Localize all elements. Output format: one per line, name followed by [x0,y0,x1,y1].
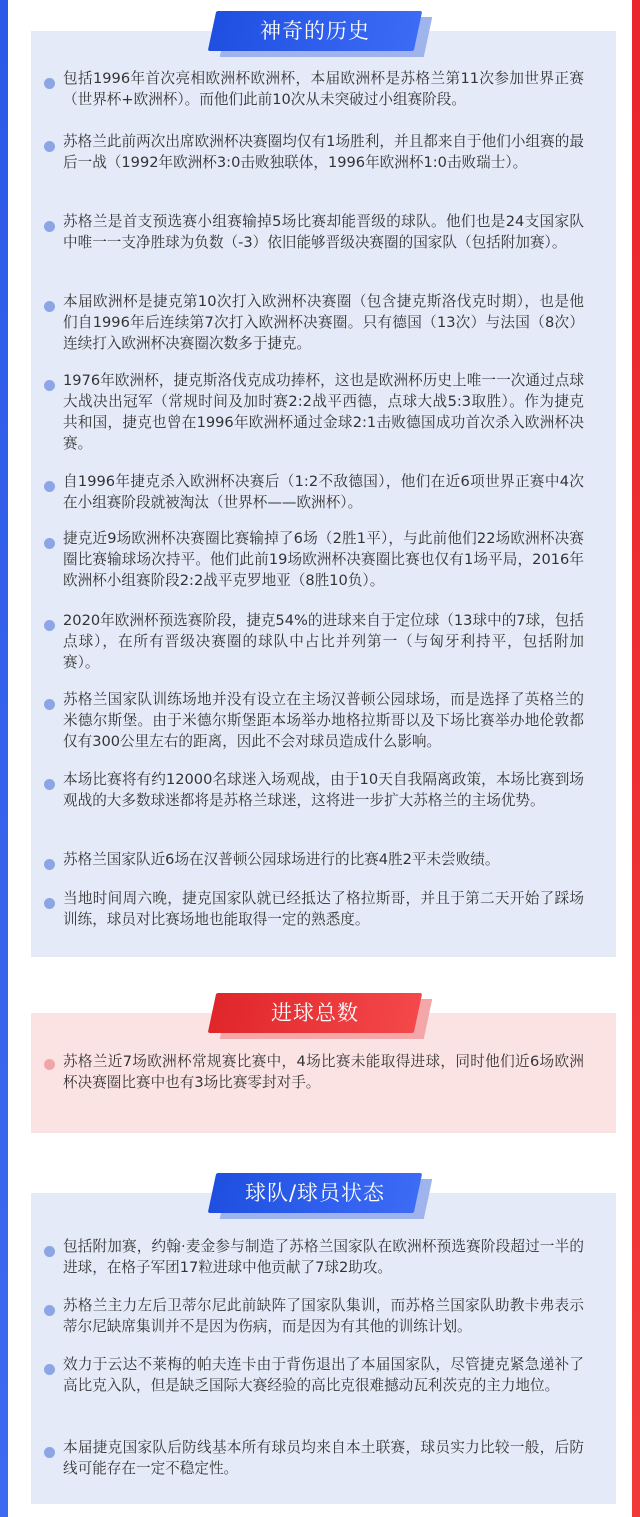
list-item: 2020年欧洲杯预选赛阶段，捷克54%的进球来自于定位球（13球中的7球，包括点球），在所有晋级决赛圈的球队中占比并列第一（与匈牙利持平，包括附加赛）。 [44,610,584,673]
bullet-icon [44,1305,55,1316]
bullet-icon [44,301,55,312]
list-item: 苏格兰主力左后卫蒂尔尼此前缺阵了国家队集训，而苏格兰国家队助教卡弗表示蒂尔尼缺席集训并不是因为伤病，而是因为有其他的训练计划。 [44,1295,584,1337]
team-status-section-title: 球队/球员状态 [212,1173,418,1213]
right-edge-stripe [632,0,640,1517]
bullet-icon [44,481,55,492]
list-item: 本届欧洲杯是捷克第10次打入欧洲杯决赛圈（包含捷克斯洛伐克时期），也是他们自1996年后连续第7次打入欧洲杯决赛圈。只有德国（13次）与法国（8次）连续打入欧洲杯决赛圈次数多于捷克。 [44,291,584,354]
list-item: 苏格兰此前两次出席欧洲杯决赛圈均仅有1场胜利，并且都来自于他们小组赛的最后一战（1992年欧洲杯3:0击败独联体，1996年欧洲杯1:0击败瑞士）。 [44,131,584,173]
bullet-icon [44,1059,55,1070]
bullet-icon [44,620,55,631]
list-item: 包括附加赛，约翰·麦金参与制造了苏格兰国家队在欧洲杯预选赛阶段超过一半的进球，在格子军团17粒进球中他贡献了7球2助攻。 [44,1236,584,1278]
list-item: 本场比赛将有约12000名球迷入场观战，由于10天自我隔离政策，本场比赛到场观战的大多数球迷都将是苏格兰球迷，这将进一步扩大苏格兰的主场优势。 [44,769,584,811]
bullet-icon [44,1364,55,1375]
bullet-icon [44,699,55,710]
bullet-icon [44,1246,55,1257]
bullet-icon [44,898,55,909]
list-item: 苏格兰国家队近6场在汉普顿公园球场进行的比赛4胜2平未尝败绩。 [44,849,584,870]
list-item: 苏格兰近7场欧洲杯常规赛比赛中，4场比赛未能取得进球，同时他们近6场欧洲杯决赛圈比赛中也有3场比赛零封对手。 [44,1051,584,1093]
bullet-icon [44,859,55,870]
left-edge-stripe [0,0,8,1517]
list-item: 包括1996年首次亮相欧洲杯欧洲杯，本届欧洲杯是苏格兰第11次参加世界正赛（世界杯+欧洲杯）。而他们此前10次从未突破过小组赛阶段。 [44,68,584,110]
list-item: 苏格兰国家队训练场地并没有设立在主场汉普顿公园球场，而是选择了英格兰的米德尔斯堡。由于米德尔斯堡距本场举办地格拉斯哥以及下场比赛举办地伦敦都仅有300公里左右的距离，因此不会对球员造成什么影响。 [44,689,584,752]
history-section-title: 神奇的历史 [212,11,418,51]
bullet-icon [44,78,55,89]
bullet-icon [44,141,55,152]
list-item: 自1996年捷克杀入欧洲杯决赛后（1:2不敌德国），他们在近6项世界正赛中4次在小组赛阶段就被淘汰（世界杯——欧洲杯）。 [44,471,584,513]
list-item: 当地时间周六晚，捷克国家队就已经抵达了格拉斯哥，并且于第二天开始了踩场训练，球员对比赛场地也能取得一定的熟悉度。 [44,888,584,930]
list-item: 1976年欧洲杯，捷克斯洛伐克成功捧杯，这也是欧洲杯历史上唯一一次通过点球大战决出冠军（常规时间及加时赛2:2战平西德，点球大战5:3取胜）。作为捷克共和国，捷克也曾在1996年欧洲杯通过金球2:1击败德国成功首次杀入欧洲杯决赛。 [44,370,584,454]
bullet-icon [44,221,55,232]
list-item: 苏格兰是首支预选赛小组赛输掉5场比赛却能晋级的球队。他们也是24支国家队中唯一一支净胜球为负数（-3）依旧能够晋级决赛圈的国家队（包括附加赛）。 [44,211,584,253]
list-item: 本届捷克国家队后防线基本所有球员均来自本土联赛，球员实力比较一般，后防线可能存在一定不稳定性。 [44,1437,584,1479]
list-item: 效力于云达不莱梅的帕夫连卡由于背伤退出了本届国家队，尽管捷克紧急递补了高比克入队，但是缺乏国际大赛经验的高比克很难撼动瓦利茨克的主力地位。 [44,1354,584,1396]
list-item: 捷克近9场欧洲杯决赛圈比赛输掉了6场（2胜1平），与此前他们22场欧洲杯决赛圈比赛输球场次持平。他们此前19场欧洲杯决赛圈比赛也仅有1场平局，2016年欧洲杯小组赛阶段2:2战平克罗地亚（8胜10负）。 [44,528,584,591]
bullet-icon [44,1447,55,1458]
bullet-icon [44,538,55,549]
goals-section-title: 进球总数 [212,993,418,1033]
bullet-icon [44,779,55,790]
bullet-icon [44,380,55,391]
